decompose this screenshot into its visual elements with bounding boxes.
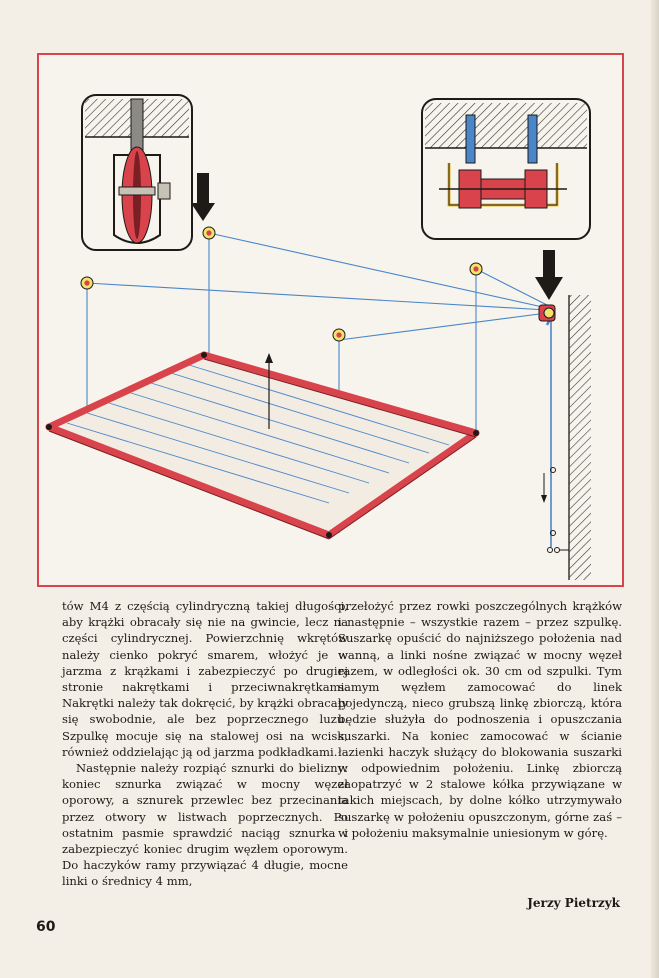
down-arrow-icon xyxy=(191,173,215,221)
article-column-right xyxy=(338,598,622,841)
article-column-left xyxy=(62,598,348,890)
pulley-detail-icon xyxy=(82,95,192,250)
pulley-3 xyxy=(333,329,345,341)
clothes-dryer-illustration xyxy=(37,53,624,587)
author-signature: Jerzy Pietrzyk xyxy=(527,896,620,910)
page-edge xyxy=(651,0,659,978)
paragraph: tów M4 z częścią cylindryczną takiej długości, aby krążki obracały się nie na gwincie, lecz na części cylindrycznej. Powierzchnię wkrętów należy cienko pokryć smarem, włożyć je w jarzma z krążkami i zabezpieczyć po drugiej stronie nakrętkami i przeciwnakrętkami. Nakrętki należy tak dokręcić, by krążki obracały się swobodnie, ale bez poprzecznego luzu. Szpulkę mocuje się na stalowej osi na wcisk, również oddzielając ją od jarzma podkładkami. xyxy=(62,599,348,759)
pulley-1 xyxy=(81,277,93,289)
down-arrow-small xyxy=(541,473,547,503)
paragraph: Następnie należy rozpiąć sznurki do bielizny: koniec sznurka związać w mocny węzeł oporowy, a sznurek przewlec bez przecinania przez otwory w listwach poprzecznych. Po ostatnim pasmie sprawdzić naciąg sznurka i zabezpieczyć koniec drugim węzłem oporowym. Do haczyków ramy przywiązać 4 długie, mocne linki o średnicy 4 mm, xyxy=(62,761,348,889)
page-number: 60 xyxy=(36,919,56,935)
pulley-2 xyxy=(203,227,215,239)
spool xyxy=(539,305,555,321)
dryer-diagram xyxy=(39,55,622,585)
paragraph: przełożyć przez rowki poszczególnych krążków i następnie – wszystkie razem – przez szpulkę. Suszarkę opuścić do najniższego położenia nad wanną, a linki nośne związać w mocny węzeł razem, w odległości ok. 30 cm od szpulki. Tym samym węzłem zamocować do linek pojedynczą, nieco grubszą linkę zbiorczą, która będzie służyła do podnoszenia i opuszczania suszarki. Na koniec zamocować w ścianie łazienki haczyk służący do blokowania suszarki w odpowiednim położeniu. Linkę zbiorczą zaopatrzyć w 2 stalowe kółka przywiązane w takich miejscach, by dolne kółko utrzymywało suszarkę w położeniu opuszczonym, górne zaś – w położeniu maksymalnie uniesionym w górę. xyxy=(338,599,622,840)
pulley-4 xyxy=(470,263,482,275)
drying-rack-frame xyxy=(46,352,479,539)
spool-detail-icon xyxy=(422,99,590,239)
bathroom-wall xyxy=(569,295,591,580)
spool-arrow-icon xyxy=(535,250,563,300)
